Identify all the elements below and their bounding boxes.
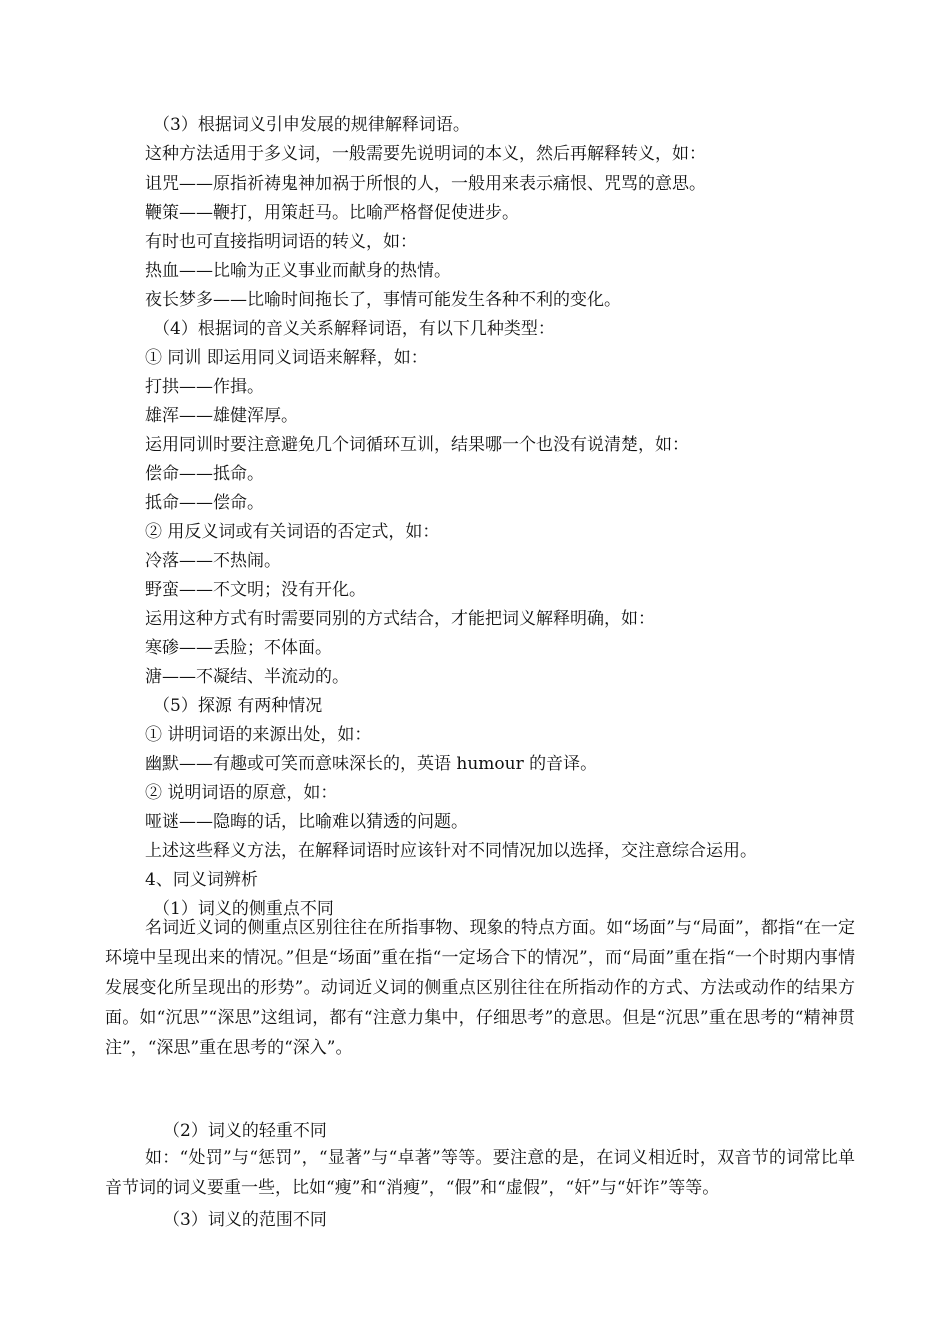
text-line: 打拱——作揖。 (145, 377, 264, 397)
text-line: ① 同训 即运用同义词语来解释，如： (145, 348, 428, 368)
text-line: 冷落——不热闹。 (145, 551, 281, 571)
text-line: 有时也可直接指明词语的转义，如： (145, 232, 417, 252)
text-line: 偿命——抵命。 (145, 464, 264, 484)
text-line: ① 讲明词语的来源出处，如： (145, 725, 372, 745)
subheading-1: （1）词义的侧重点不同 (153, 899, 334, 919)
heading-method-3: （3）根据词义引申发展的规律解释词语。 (153, 115, 470, 135)
text-line: 运用同训时要注意避免几个词循环互训，结果哪一个也没有说清楚，如： (145, 435, 689, 455)
text-line: ② 用反义词或有关词语的否定式，如： (145, 522, 440, 542)
text-line: ② 说明词语的原意，如： (145, 783, 338, 803)
text-line: 鞭策——鞭打，用策赶马。比喻严格督促使进步。 (145, 203, 519, 223)
text-line: 夜长梦多——比喻时间拖长了，事情可能发生各种不利的变化。 (145, 290, 621, 310)
text-line: 上述这些释义方法，在解释词语时应该针对不同情况加以选择，交注意综合运用。 (145, 841, 757, 861)
subheading-2: （2）词义的轻重不同 (163, 1121, 327, 1141)
section-heading-4: 4、同义词辨析 (145, 870, 258, 890)
text-line: 雄浑——雄健浑厚。 (145, 406, 298, 426)
heading-method-4: （4）根据词的音义关系解释词语，有以下几种类型： (153, 319, 555, 339)
text-line: 诅咒——原指祈祷鬼神加祸于所恨的人，一般用来表示痛恨、咒骂的意思。 (145, 174, 706, 194)
text-line: 抵命——偿命。 (145, 493, 264, 513)
heading-method-5: （5）探源 有两种情况 (153, 696, 323, 716)
text-line: 热血——比喻为正义事业而献身的热情。 (145, 261, 451, 281)
paragraph-emphasis: 名词近义词的侧重点区别往往在所指事物、现象的特点方面。如“场面”与“局面”，都指“在一定环境中呈现出来的情况。”但是“场面”重在指“一定场合下的情况”，而“局面”重在指“一个时期内事情发展变化所呈现出的形势”。动词近义词的侧重点区别往往在所指动作的方式、方法或动作的结果方面。如“沉思”“深思”这组词，都有“注意力集中，仔细思考”的意思。但是“沉思”重在思考的“精神贯注”，“深思”重在思考的“深入”。 (105, 918, 855, 1058)
paragraph-intensity: 如：“处罚”与“惩罚”，“显著”与“卓著”等等。要注意的是，在词义相近时，双音节的词常比单音节词的词义要重一些，比如“瘦”和“消瘦”，“假”和“虚假”，“奸”与“奸诈”等等。 (105, 1148, 855, 1198)
text-line: 溏——不凝结、半流动的。 (145, 667, 349, 687)
text-line: 幽默——有趣或可笑而意味深长的，英语 humour 的音译。 (145, 754, 598, 774)
text-line: 野蛮——不文明；没有开化。 (145, 580, 366, 600)
text-line: 运用这种方式有时需要同别的方式结合，才能把词义解释明确，如： (145, 609, 655, 629)
text-line: 这种方法适用于多义词，一般需要先说明词的本义，然后再解释转义，如： (145, 144, 706, 164)
text-line: 寒碜——丢脸；不体面。 (145, 638, 332, 658)
text-line: 哑谜——隐晦的话，比喻难以猜透的问题。 (145, 812, 468, 832)
subheading-3: （3）词义的范围不同 (163, 1210, 327, 1230)
